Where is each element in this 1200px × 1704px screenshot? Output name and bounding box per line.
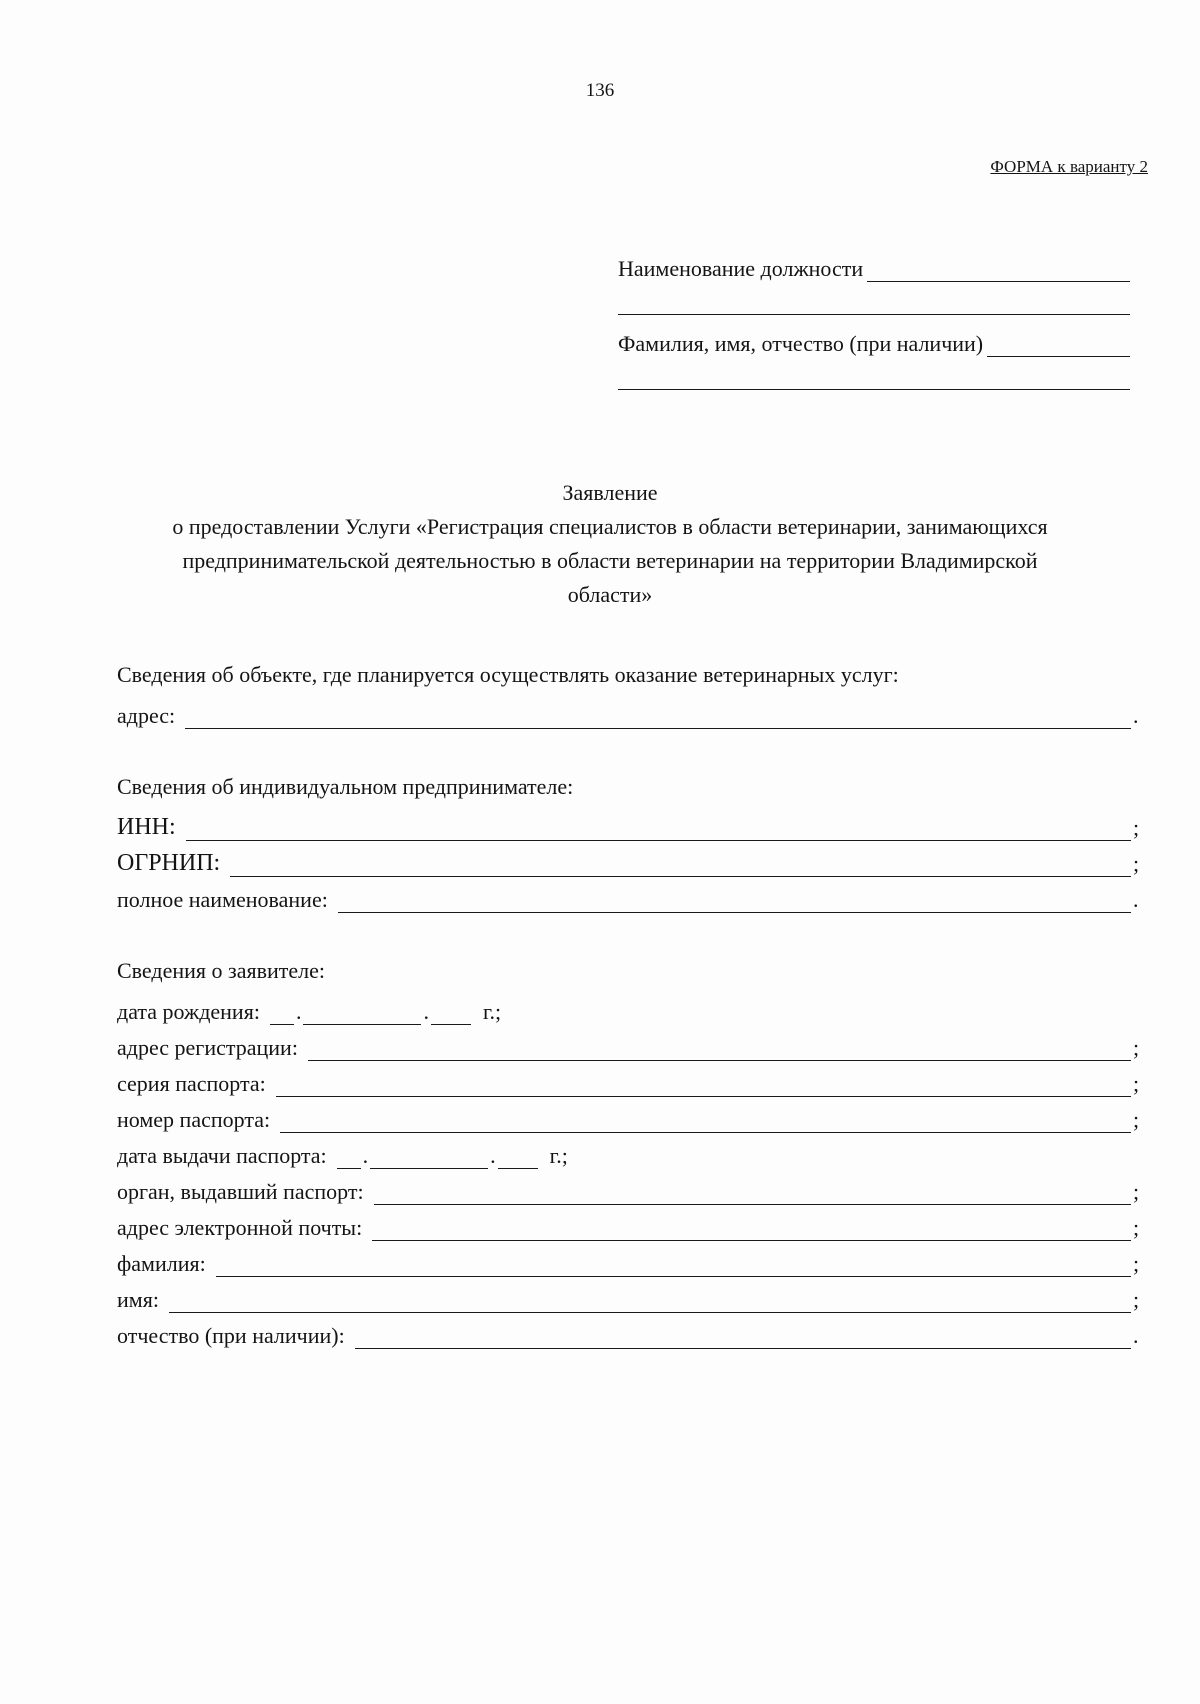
ogrnip-field[interactable]: [230, 852, 1131, 877]
title-line-3: области»: [567, 582, 653, 607]
ogrnip-row: [117, 841, 1147, 877]
patronymic-row: [117, 1313, 1147, 1349]
year-suffix: г.;: [482, 999, 502, 1024]
field-end-mark: .: [1133, 1323, 1139, 1348]
field-end-mark: ;: [1133, 1107, 1140, 1132]
object-address-field[interactable]: [185, 704, 1131, 729]
full-name-row: [117, 877, 1147, 913]
field-end-mark: .: [1133, 703, 1139, 728]
field-end-mark: ;: [1133, 815, 1140, 840]
first-name-row: [117, 1277, 1147, 1313]
field-label: адрес:: [117, 703, 176, 728]
patronymic-field[interactable]: [355, 1324, 1131, 1349]
birth-month-field[interactable]: [303, 1002, 421, 1025]
field-label: ИНН:: [117, 814, 176, 840]
issuing-authority-row: [117, 1169, 1147, 1205]
position-field[interactable]: [867, 255, 1130, 282]
position-field-continuation[interactable]: [618, 282, 1130, 315]
position-row: [618, 250, 1130, 282]
issue-day-field[interactable]: [337, 1146, 361, 1169]
object-section-heading: Сведения об объекте, где планируется осуществлять оказание ветеринарных услуг:: [117, 662, 899, 687]
name-field-continuation[interactable]: [618, 357, 1130, 390]
entrepreneur-section-heading: Сведения об индивидуальном предпринимателе:: [117, 774, 574, 799]
field-label: ОГРНИП:: [117, 850, 221, 876]
field-label: полное наименование:: [117, 887, 328, 912]
field-label: фамилия:: [117, 1251, 206, 1276]
field-label: имя:: [117, 1287, 159, 1312]
registration-address-row: [117, 1025, 1147, 1061]
passport-series-field[interactable]: [276, 1072, 1131, 1097]
field-label: адрес электронной почты:: [117, 1215, 363, 1240]
name-row: [618, 325, 1130, 357]
issue-date-label: дата выдачи паспорта:: [117, 1143, 327, 1168]
title-line-2: предпринимательской деятельностью в области ветеринарии на территории Владимирской: [182, 548, 1038, 573]
title-heading: Заявление: [562, 480, 658, 505]
first-name-field[interactable]: [169, 1288, 1131, 1313]
name-label: Фамилия, имя, отчество (при наличии): [618, 331, 984, 356]
field-label: номер паспорта:: [117, 1107, 271, 1132]
field-end-mark: ;: [1133, 1071, 1140, 1096]
birth-date-row: [117, 989, 1147, 1025]
field-label: отчество (при наличии):: [117, 1323, 345, 1348]
field-end-mark: .: [1133, 887, 1139, 912]
field-end-mark: ;: [1133, 1179, 1140, 1204]
field-end-mark: ;: [1133, 1287, 1140, 1312]
field-end-mark: ;: [1133, 1035, 1140, 1060]
date-separator: .: [490, 1143, 496, 1168]
page-number: 136: [585, 80, 615, 101]
form-sections: [117, 657, 1147, 1349]
field-label: серия паспорта:: [117, 1071, 266, 1096]
document-title: [130, 476, 1090, 612]
passport-series-row: [117, 1061, 1147, 1097]
applicant-section-heading: Сведения о заявителе:: [117, 958, 326, 983]
form-reference: ФОРМА к варианту 2: [990, 157, 1148, 176]
issue-month-field[interactable]: [370, 1146, 488, 1169]
surname-field[interactable]: [216, 1252, 1131, 1277]
inn-row: [117, 805, 1147, 841]
issue-date-row: [117, 1133, 1147, 1169]
surname-row: [117, 1241, 1147, 1277]
birth-date-label: дата рождения:: [117, 999, 260, 1024]
birth-day-field[interactable]: [270, 1002, 294, 1025]
email-row: [117, 1205, 1147, 1241]
name-field[interactable]: [987, 330, 1130, 357]
date-separator: .: [423, 999, 429, 1024]
inn-field[interactable]: [186, 816, 1131, 841]
passport-number-row: [117, 1097, 1147, 1133]
birth-year-field[interactable]: [431, 1002, 471, 1025]
full-name-field[interactable]: [338, 888, 1131, 913]
field-end-mark: ;: [1133, 851, 1140, 876]
date-separator: .: [362, 1143, 369, 1168]
addressee-block: [618, 250, 1130, 390]
registration-address-field[interactable]: [308, 1036, 1131, 1061]
email-field[interactable]: [372, 1216, 1131, 1241]
object-address-row: [117, 693, 1147, 729]
issue-year-field[interactable]: [498, 1146, 538, 1169]
date-separator: .: [295, 999, 302, 1024]
issuing-authority-field[interactable]: [374, 1180, 1131, 1205]
field-end-mark: ;: [1133, 1215, 1140, 1240]
passport-number-field[interactable]: [280, 1108, 1131, 1133]
field-label: адрес регистрации:: [117, 1035, 298, 1060]
title-line-1: о предоставлении Услуги «Регистрация специалистов в области ветеринарии, занимающихся: [172, 514, 1048, 539]
position-label: Наименование должности: [618, 256, 864, 281]
field-end-mark: ;: [1133, 1251, 1140, 1276]
year-suffix: г.;: [549, 1143, 568, 1168]
field-label: орган, выдавший паспорт:: [117, 1179, 364, 1204]
